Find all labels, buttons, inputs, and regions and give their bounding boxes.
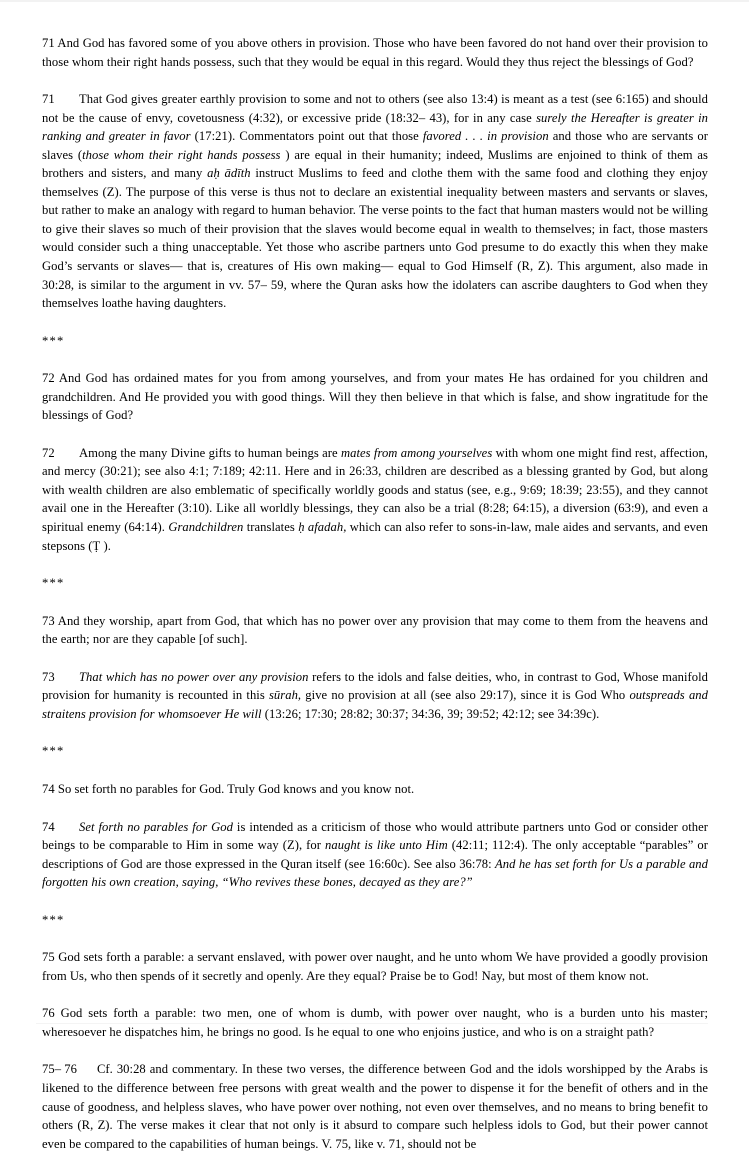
verse-paragraph-71 — [42, 34, 708, 71]
commentary-74-italic1: Set forth no parables for God — [79, 819, 233, 834]
commentary-73-part2: give no provision at all (see also 29:17), since it is God Who — [301, 688, 630, 703]
section-separator-4: *** — [42, 912, 65, 927]
commentary-73-italic3: outspreads and straitens provision for whomsoever He will — [42, 688, 708, 721]
commentary-72-part3: translates — [243, 520, 299, 535]
commentary-73-part1: refers to the idols and false deities, who, in contrast to God, Whose manifold provision for humanity is recounted in this — [42, 669, 709, 703]
verse-71-text: 71 And God has favored some of you above others in provision. Those who have been favored do not hand over their provision to those whom their right hands possess, such that they would be equal in this regard. Would they thus reject the blessings of God? — [42, 36, 708, 69]
verse-paragraph-76 — [42, 1004, 708, 1041]
verse-75-text: 75 God sets forth a parable: a servant enslaved, with power over naught, and he unto whom We have provided a goodly provision from Us, who then spends of it secretly and openly. Are they equal? Praise be to God! Nay, but most of them know not. — [42, 950, 708, 983]
section-separator-2: *** — [42, 576, 65, 591]
commentary-72-part2: with whom one might find rest, affection, and mercy (30:21); see also 4:1; 7:189; 42:11. Here and in 26:33, children are described as a blessing granted by God, but along with wealth children are also emblematic of specifically worldly goods and status (see, e.g., 9:69; 18:39; 23:55), and they cannot avail one in the Hereafter (3:10). Like all worldly blessings, they can also be a trial (8:28; 64:15), a diversion (63:9), and even a spiritual enemy (64:14). — [42, 445, 709, 535]
commentary-73-italic1: That which has no power over any provision — [79, 669, 309, 684]
commentary-paragraph-71 — [42, 90, 708, 313]
commentary-74-part2: (42:11; 112:4). The only acceptable “parables” or descriptions of God are those expressed in the Quran itself (see 16:60c). See also 36:78: — [42, 838, 709, 871]
commentary-75-76-text: Cf. 30:28 and commentary. In these two verses, the difference between God and the idols worshipped by the Arabs is likened to the difference between free persons with great wealth and the power to dispense it for the benefit of others and in the cause of goodness, and helpless slaves, who have power over nothing, not even over themselves, and no means to bring benefit to others (R, Z). The verse makes it clear that not only is it absurd to compare such helpless idols to God, but their power cannot even be compared to the capabilities of human beings. V. 75, like v. 71, should not be — [42, 1062, 708, 1151]
commentary-71-part2: (17:21). Commentators point out that those — [190, 129, 423, 144]
commentary-72-italic2: Grandchildren — [168, 520, 244, 535]
scan-edge-top — [0, 0, 749, 2]
commentary-71-part3: and those who are servants or slaves ( — [42, 129, 708, 162]
commentary-number-71: 71 — [42, 92, 55, 107]
verse-paragraph-72 — [42, 369, 708, 425]
commentary-71-italic2: favored . . . in provision — [422, 129, 549, 144]
verse-73-text: 73 And they worship, apart from God, that which has no power over any provision that may come to them from the heavens and the earth; nor are they capable [of such]. — [42, 613, 708, 647]
commentary-72-italic3: ḥ afadah, — [298, 520, 347, 535]
verse-paragraph-73 — [42, 612, 708, 649]
commentary-71-part4: ) are equal in their humanity; indeed, Muslims are enjoined to think of them as brothers and sisters, and many — [42, 147, 708, 181]
commentary-72-part1: Among the many Divine gifts to human beings are — [79, 445, 341, 460]
commentary-number-72: 72 — [42, 445, 55, 460]
commentary-72-italic1: mates from among yourselves — [340, 445, 493, 460]
commentary-number-74: 74 — [42, 819, 55, 834]
verse-72-text: 72 And God has ordained mates for you from among yourselves, and from your mates He has ordained for you children and grandchildren. And He provided you with good things. Will they then believe in that which is false, and show ingratitude for the blessings of God? — [42, 371, 708, 423]
commentary-74-italic2: naught is like unto Him — [325, 838, 448, 853]
section-separator-1: *** — [42, 333, 65, 348]
commentary-73-part3: (13:26; 17:30; 28:82; 30:37; 34:36, 39; 39:52; 42:12; see 34:39c). — [261, 706, 600, 721]
commentary-72-part4: which can also refer to sons-in-law, male aides and servants, and even stepsons (Ṭ ). — [42, 520, 708, 553]
section-separator-3: *** — [42, 744, 65, 759]
commentary-74-part1: is intended as a criticism of those who would attribute partners unto God or consider other beings to be comparable to Him in some way (Z), for — [42, 819, 708, 853]
commentary-74-italic3: And he has set forth for Us a parable and forgotten his own creation, saying, “Who revives these bones, decayed as they are?” — [42, 856, 709, 890]
page-text-column — [42, 34, 708, 1172]
commentary-paragraph-75-76 — [42, 1060, 708, 1153]
commentary-71-part1: That God gives greater earthly provision to some and not to others (see also 13:4) is meant as a test (see 6:165) and should not be the cause of envy, covetousness (4:32), or excessive pride (18:32– 43), for in any case — [42, 92, 708, 125]
commentary-71-italic1: surely the Hereafter is greater in ranking and greater in favor — [42, 110, 708, 144]
commentary-73-italic2: sūrah, — [268, 688, 302, 703]
commentary-paragraph-74 — [42, 818, 708, 892]
verse-paragraph-74 — [42, 780, 708, 799]
verse-76-text: 76 God sets forth a parable: two men, one of whom is dumb, with power over naught, who is a burden unto his master; wheresoever he dispatches him, he brings no good. Is he equal to one who enjoins justice, and who is on a straight path? — [42, 1006, 708, 1039]
commentary-71-italic3: those whom their right hands possess — [82, 147, 281, 162]
commentary-71-italic4: aḥ ādīth — [207, 166, 251, 181]
commentary-paragraph-73 — [42, 668, 708, 724]
verse-paragraph-75 — [42, 948, 708, 985]
commentary-number-73: 73 — [42, 669, 55, 684]
commentary-71-part5: instruct Muslims to feed and clothe them with the same food and clothing they enjoy themselves (Z). The purpose of this verse is thus not to declare an existential inequality between masters and servants or slaves, but rather to make an analogy with regard to human behavior. The verse points to the fact that human masters would not be willing to give their slaves so much of their provision that the slaves would become equal in wealth to themselves; in fact, those masters would consider such a thing unacceptable. Yet those who ascribe partners unto God presume to do exactly this when they make God’s servants or slaves— that is, creatures of His own making— equal to God Himself (R, Z). This argument, also made in 30:28, is similar to the argument in vv. 57– 59, where the Quran asks how the idolaters can ascribe daughters to God when they themselves loathe having daughters. — [42, 166, 709, 311]
commentary-number-75-76: 75– 76 — [42, 1062, 77, 1077]
verse-74-text: 74 So set forth no parables for God. Truly God knows and you know not. — [42, 781, 415, 796]
commentary-paragraph-72 — [42, 444, 708, 555]
